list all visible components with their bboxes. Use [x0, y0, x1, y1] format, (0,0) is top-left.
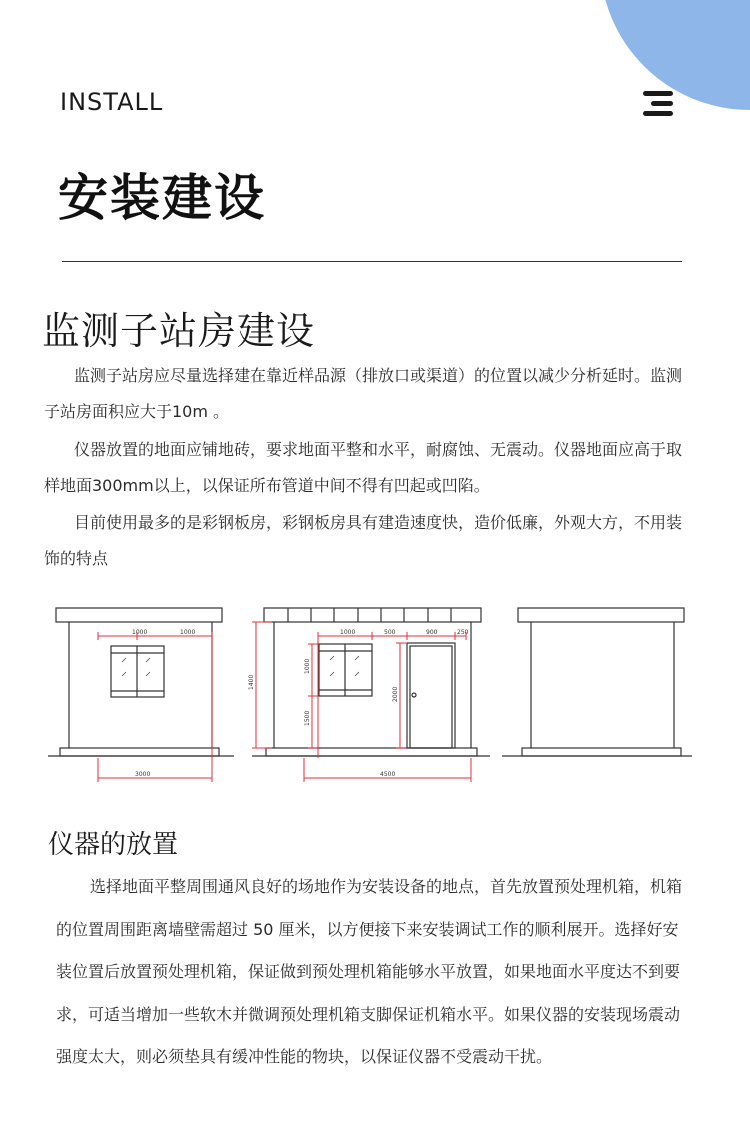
dim-mid-width: 4500: [380, 771, 396, 778]
dim-mid-door-height: 2000: [392, 686, 399, 702]
divider: [62, 261, 682, 262]
menu-icon[interactable]: [643, 91, 675, 117]
dim-mid-edge: 250: [457, 629, 469, 636]
paragraph-placement: 选择地面平整周围通风良好的场地作为安装设备的地点，首先放置预处理机箱，机箱的位置周围距离墙壁需超过 50 厘米，以方便接下来安装调试工作的顺利展开。选择好安装位置后放置预处理机箱，保证做到预处理机箱能够水平放置，如果地面水平度达不到要求，可适当增加一些软木并微调预处理机箱支脚保证机箱水平。如果仪器的安装现场震动强度太大，则必须垫具有缓冲性能的物块，以保证仪器不受震动干扰。: [56, 877, 683, 1066]
paragraph-floor: 仪器放置的地面应铺地砖，要求地面平整和水平，耐腐蚀、无震动。仪器地面应高于取样地面300mm以上，以保证所布管道中间不得有凹起或凹陷。: [44, 440, 683, 495]
section-label: INSTALL: [60, 88, 164, 116]
dim-left-offset: 1000: [180, 629, 196, 636]
dim-mid-window-height: 1000: [304, 658, 311, 674]
corner-decoration: [600, 0, 750, 110]
dim-mid-sill-height: 1500: [304, 710, 311, 726]
dim-mid-door: 900: [426, 629, 438, 636]
dim-left-width: 3000: [135, 771, 151, 778]
paragraph-location: 监测子站房应尽量选择建在靠近样品源（排放口或渠道）的位置以减少分析延时。监测子站房面积应大于10m 。: [44, 366, 683, 421]
page-title: 安装建设: [58, 169, 266, 227]
paragraph-steel-house: 目前使用最多的是彩钢板房，彩钢板房具有建造速度快，造价低廉，外观大方，不用装饰的特点: [44, 513, 683, 568]
section-title-station: 监测子站房建设: [42, 309, 316, 353]
dim-mid-window: 1000: [340, 629, 356, 636]
section-title-placement: 仪器的放置: [48, 830, 179, 860]
dim-mid-gap: 500: [384, 629, 396, 636]
dim-left-window: 1000: [132, 629, 148, 636]
dim-mid-height: 1400: [248, 674, 255, 690]
station-house-drawings: [40, 598, 700, 798]
